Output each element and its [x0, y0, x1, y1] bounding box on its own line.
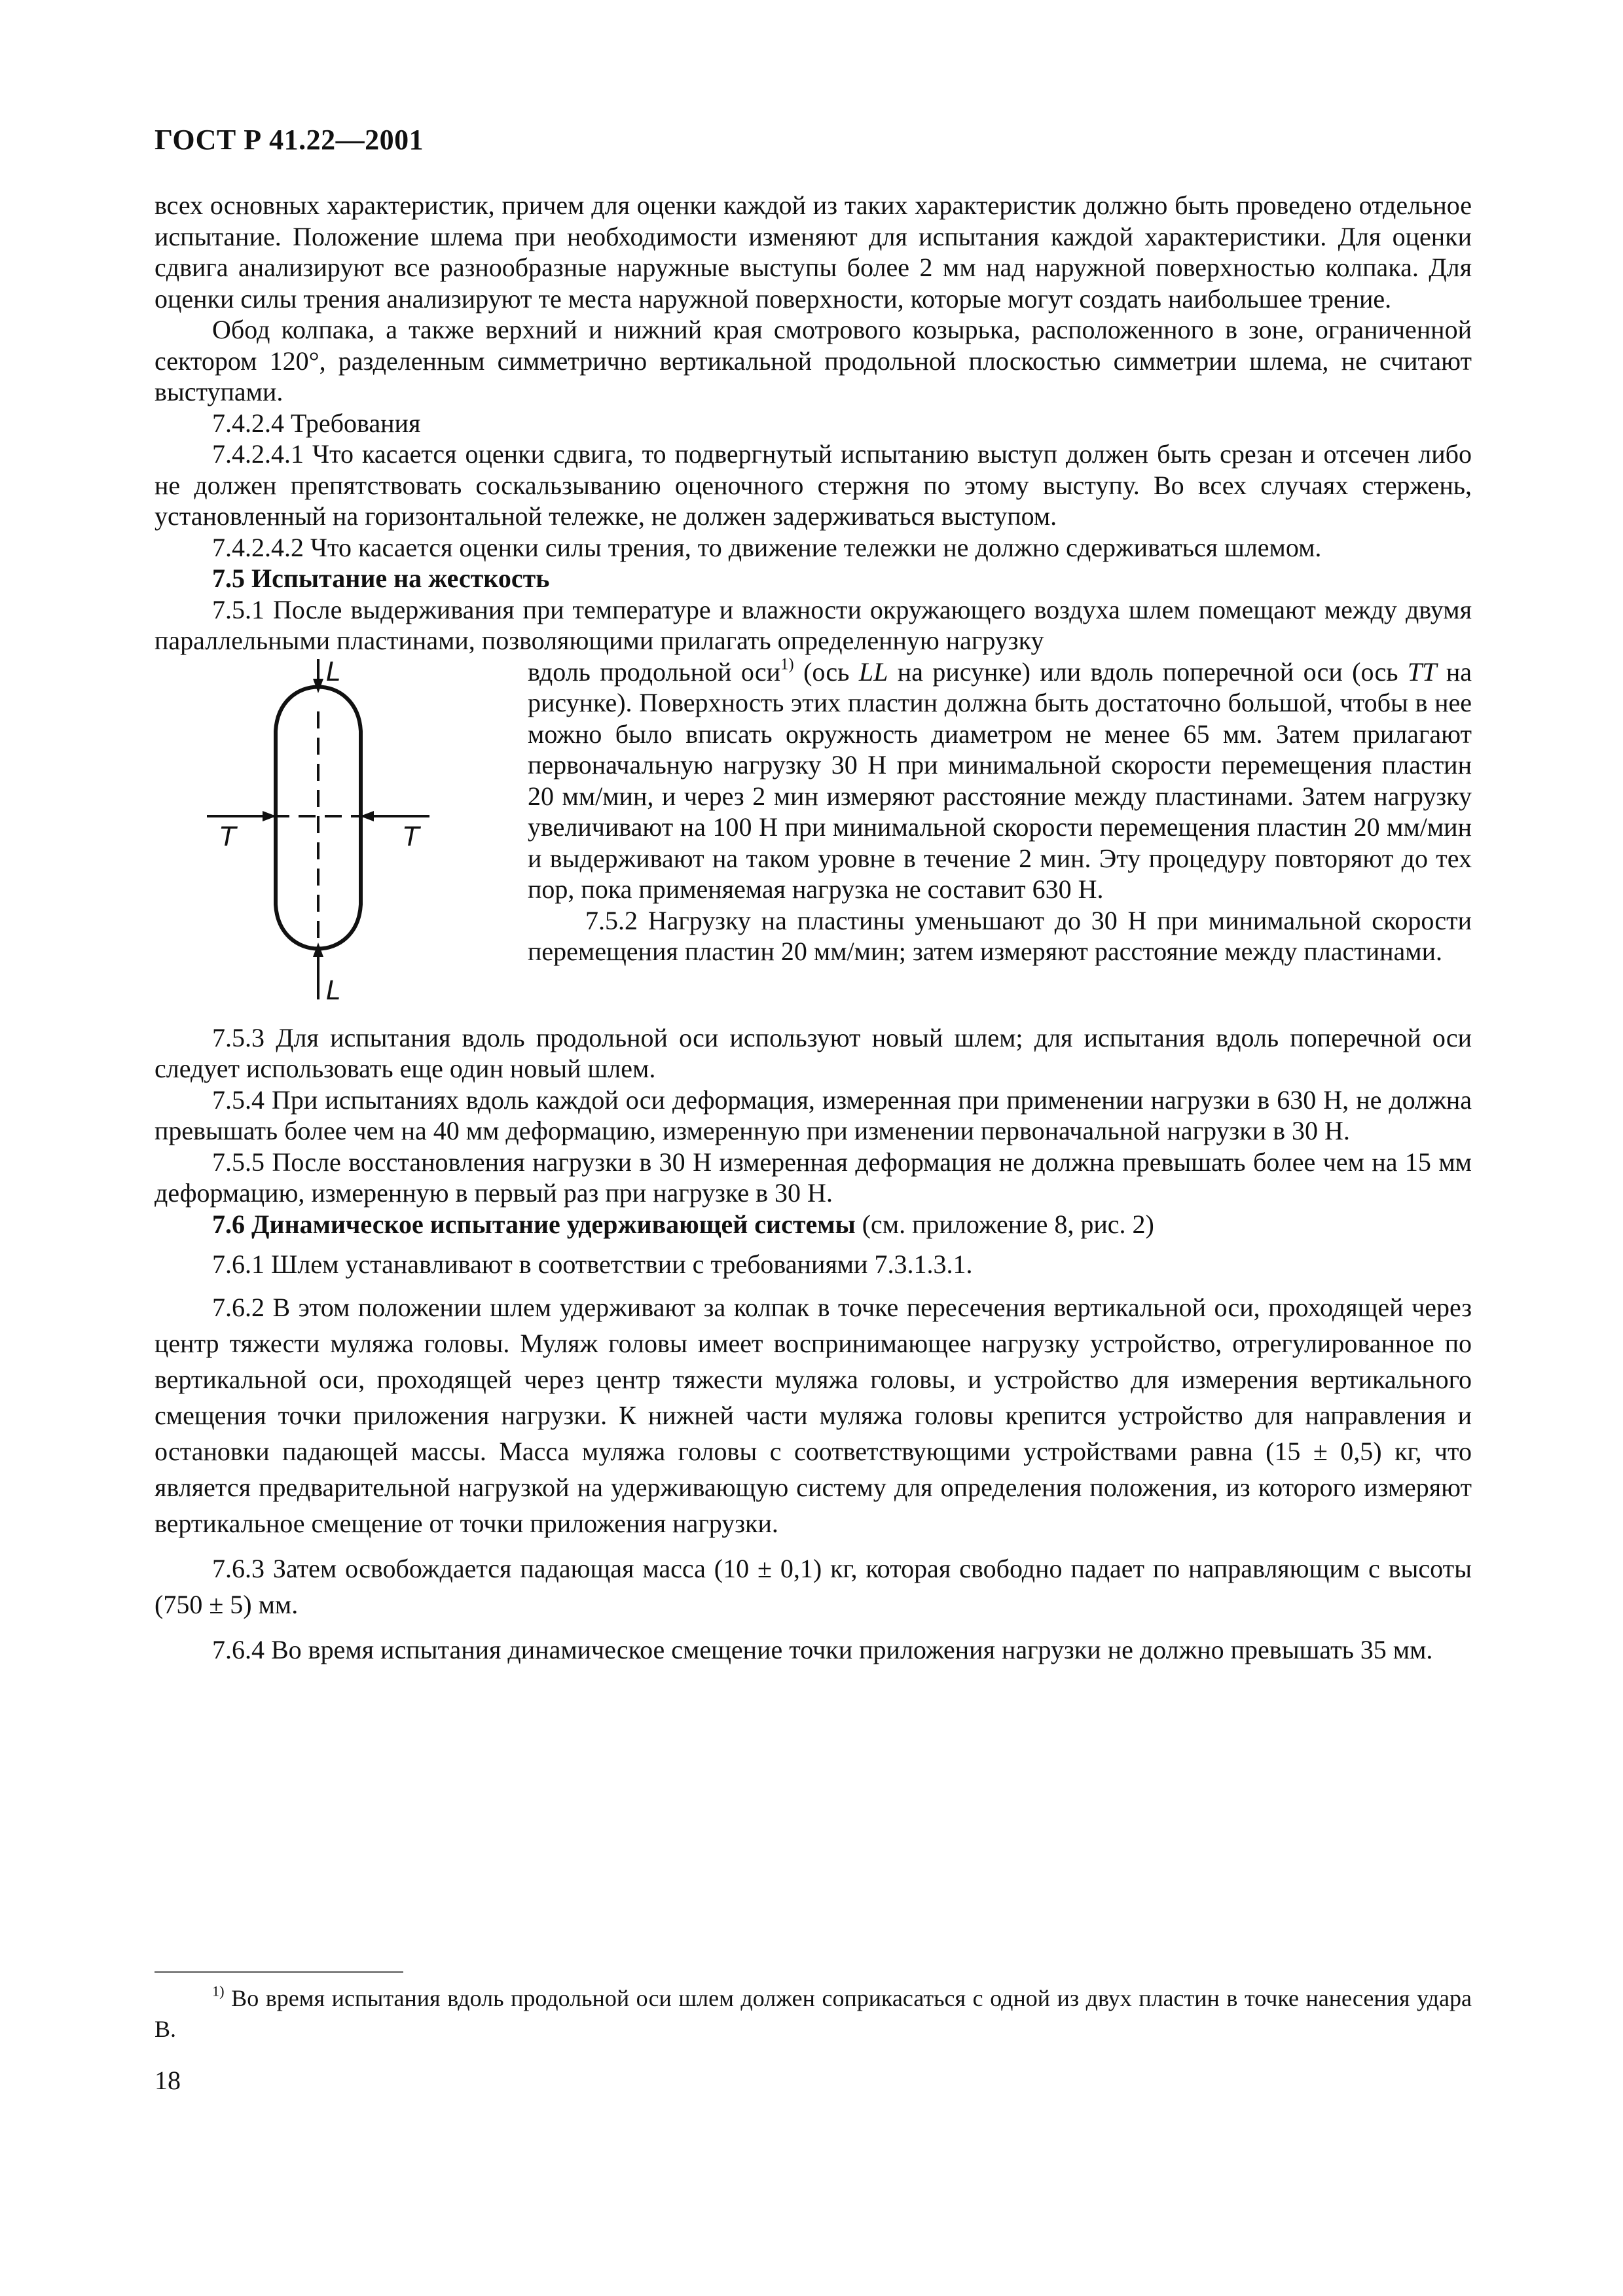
- paragraph: 7.4.2.4.2 Что касается оценки силы трения, то движение тележки не должно сдерживаться шлемом.: [212, 532, 1322, 562]
- paragraph: 7.5.2 Нагрузку на пластины уменьшают до 30 Н при минимальной скорости перемещения пластин 20 мм/мин; затем измеряют расстояние между пластинами.: [528, 905, 1472, 966]
- section-title: 7.6 Динамическое испытание удерживающей системы: [212, 1209, 856, 1239]
- footnote-text: Во время испытания вдоль продольной оси шлем должен соприкасаться с одной из двух пластин в точке нанесения удара В.: [155, 1985, 1472, 2042]
- axis-label-top: L: [326, 656, 341, 687]
- paragraph: 7.6.2 В этом положении шлем удерживают за колпак в точке пересечения вертикальной оси, проходящей через центр тяжести муляжа головы. Муляж головы имеет воспринимающее нагрузку устройство, отрегулированное по вертикальной оси, проходящей через центр тяжести муляжа головы, и устройство для измерения вертикального смещения точки приложения нагрузки. К нижней части муляжа головы крепится устройство для направления и остановки падающей массы. Масса муляжа головы с соответствующими устройствами равна (15 ± 0,5) кг, что является предварительной нагрузкой на удерживающую систему для определения положения, из которого измеряют вертикальное смещение от точки приложения нагрузки.: [155, 1292, 1472, 1538]
- axis-label-left: T: [220, 821, 236, 852]
- footnote-mark: 1): [212, 1982, 225, 2000]
- paragraph: 7.6.1 Шлем устанавливают в соответствии с требованиями 7.3.1.3.1.: [212, 1249, 973, 1279]
- paragraph: всех основных характеристик, причем для оценки каждой из таких характеристик должно быть проведено отдельное испытание. Положение шлема при необходимости изменяют для испытания каждой характеристики. Для оценки сдвига анализируют все разнообразные наружные выступы более 2 мм над наружной поверхностью колпака. Для оценки силы трения анализируют те места наружной поверхности, которые могут создать наибольшее трение.: [155, 190, 1472, 314]
- paragraph: 7.4.2.4.1 Что касается оценки сдвига, то подвергнутый испытанию выступ должен быть срезан и отсечен либо не должен препятствовать соскальзыванию оценочного стержня по этому выступу. Во всех случаях стержень, установленный на горизонтальной тележке, не должен задерживаться выступом.: [155, 439, 1472, 531]
- footnote-reference: 1): [780, 655, 794, 673]
- paragraph-7-5-1-intro: 7.5.1 После выдерживания при температуре и влажности окружающего воздуха шлем помещают между двумя параллельными пластинами, позволяющими прилагать определенную нагрузку: [155, 594, 1472, 655]
- helmet-outline-diagram: [155, 656, 521, 1022]
- footnote-separator: [155, 1971, 403, 1973]
- document-header: ГОСТ Р 41.22—2001: [155, 124, 424, 156]
- paragraph: 7.4.2.4 Требования: [212, 408, 421, 438]
- section-heading-7-6: 7.6 Динамическое испытание удерживающей системы (см. приложение 8, рис. 2): [212, 1209, 1154, 1239]
- paragraph-7-5-1: вдоль продольной оси$^{1)}$ (ось LL на рисунке) или вдоль поперечной оси (ось TT на рисунке). Поверхность этих пластин должна быть достаточно большой, чтобы в нее можно было вписать окружность диаметром не менее 65 мм. Затем прилагают первоначальную нагрузку 30 Н при минимальной скорости перемещения пластин 20 мм/мин, и через 2 мин измеряют расстояние между пластинами. Затем нагрузку увеличивают на 100 Н при минимальной скорости перемещения пластин 20 мм/мин и выдерживают на таком уровне в течение 2 мин. Эту процедуру повторяют до тех пор, пока применяемая нагрузка не составит 630 Н.: [528, 655, 1472, 904]
- paragraph: 7.5.3 Для испытания вдоль продольной оси используют новый шлем; для испытания вдоль поперечной оси следует использовать еще один новый шлем.: [155, 1022, 1472, 1083]
- axis-label-bottom: L: [326, 975, 341, 1006]
- axis-label-right: T: [403, 821, 420, 852]
- paragraph: 7.5.5 После восстановления нагрузки в 30 Н измеренная деформация не должна превышать более чем на 15 мм деформацию, измеренную в первый раз при нагрузке в 30 Н.: [155, 1147, 1472, 1208]
- helmet-axes-figure: [155, 656, 521, 1022]
- paragraph: 7.6.3 Затем освобождается падающая масса (10 ± 0,1) кг, которая свободно падает по направляющим с высоты (750 ± 5) мм.: [155, 1553, 1472, 1619]
- paragraph: 7.6.4 Во время испытания динамическое смещение точки приложения нагрузки не должно превышать 35 мм.: [212, 1634, 1433, 1664]
- paragraph: 7.5.4 При испытаниях вдоль каждой оси деформация, измеренная при применении нагрузки в 630 Н, не должна превышать более чем на 40 мм деформацию, измеренную при изменении первоначальной нагрузки в 30 Н.: [155, 1085, 1472, 1145]
- paragraph: Обод колпака, а также верхний и нижний края смотрового козырька, расположенного в зоне, ограниченной сектором 120°, разделенным симметрично вертикальной продольной плоскостью симметрии шлема, не считают выступами.: [155, 315, 1472, 406]
- footnote: [155, 1983, 1472, 2045]
- document-body: [155, 190, 1472, 1668]
- section-heading-7-5: [155, 563, 1472, 594]
- page-number: 18: [155, 2066, 181, 2095]
- section-title: 7.5 Испытание на жесткость: [212, 564, 550, 593]
